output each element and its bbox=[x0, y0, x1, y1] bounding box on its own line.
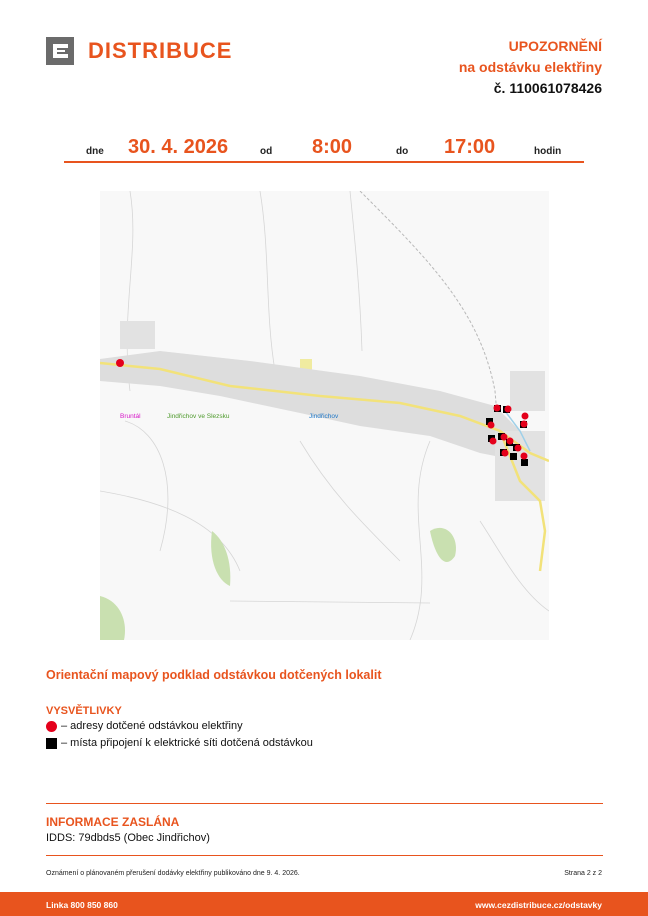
notice-title: UPOZORNĚNÍ bbox=[508, 38, 602, 54]
map-caption: Orientační mapový podklad odstávkou dotčených lokalit bbox=[46, 668, 382, 682]
address-marker bbox=[494, 405, 501, 412]
day-label: dne bbox=[86, 146, 104, 157]
legend-item-connection-label: – místa připojení k elektrické síti dotčená odstávkou bbox=[61, 737, 313, 749]
outage-map bbox=[100, 191, 549, 640]
hours-label: hodin bbox=[534, 146, 562, 157]
info-recipient: IDDS: 79dbds5 (Obec Jindřichov) bbox=[46, 832, 210, 844]
page-number: Strana 2 z 2 bbox=[564, 870, 602, 877]
red-dot-icon bbox=[46, 721, 57, 732]
from-time: 8:00 bbox=[312, 136, 353, 158]
map-label-jindrichov: Jindřichov bbox=[309, 413, 339, 420]
outage-schedule bbox=[64, 130, 584, 163]
map-label-jindrichov-ve-slezsku: Jindřichov ve Slezsku bbox=[167, 413, 230, 420]
black-square-icon bbox=[46, 738, 57, 749]
cez-logo-icon bbox=[46, 37, 74, 65]
divider bbox=[46, 803, 603, 804]
hotline-text: Linka 800 850 860 bbox=[46, 900, 118, 910]
notice-subtitle: na odstávku elektřiny bbox=[458, 59, 602, 75]
address-marker bbox=[490, 438, 497, 445]
legend-item-address-label: – adresy dotčené odstávkou elektřiny bbox=[61, 720, 243, 732]
website-link[interactable]: www.cezdistribuce.cz/odstavky bbox=[475, 900, 602, 910]
notice-heading bbox=[459, 36, 602, 99]
legend-title: VYSVĚTLIVKY bbox=[46, 705, 122, 717]
map-label-bruntal: Bruntál bbox=[120, 413, 141, 420]
connection-marker bbox=[521, 459, 528, 466]
connection-marker bbox=[510, 453, 517, 460]
address-marker bbox=[116, 359, 124, 367]
logo-text: DISTRIBUCE bbox=[88, 38, 233, 63]
address-marker bbox=[502, 450, 509, 457]
legend-item-connection bbox=[46, 737, 313, 749]
divider bbox=[46, 855, 603, 856]
address-marker bbox=[521, 453, 528, 460]
notice-number: č. 110061078426 bbox=[493, 80, 602, 96]
address-marker bbox=[521, 421, 528, 428]
outage-date: 30. 4. 2026 bbox=[128, 136, 229, 158]
info-title: INFORMACE ZASLÁNA bbox=[46, 815, 180, 829]
address-marker bbox=[488, 422, 495, 429]
address-marker bbox=[507, 438, 514, 445]
address-marker bbox=[515, 445, 522, 452]
to-label: do bbox=[396, 146, 409, 157]
address-marker bbox=[505, 406, 512, 413]
publication-note: Oznámení o plánovaném přerušení dodávky elektřiny publikováno dne 9. 4. 2026. bbox=[46, 870, 300, 877]
from-label: od bbox=[260, 146, 273, 157]
to-time: 17:00 bbox=[444, 136, 496, 158]
address-marker bbox=[522, 413, 529, 420]
legend-item-address bbox=[46, 720, 243, 732]
